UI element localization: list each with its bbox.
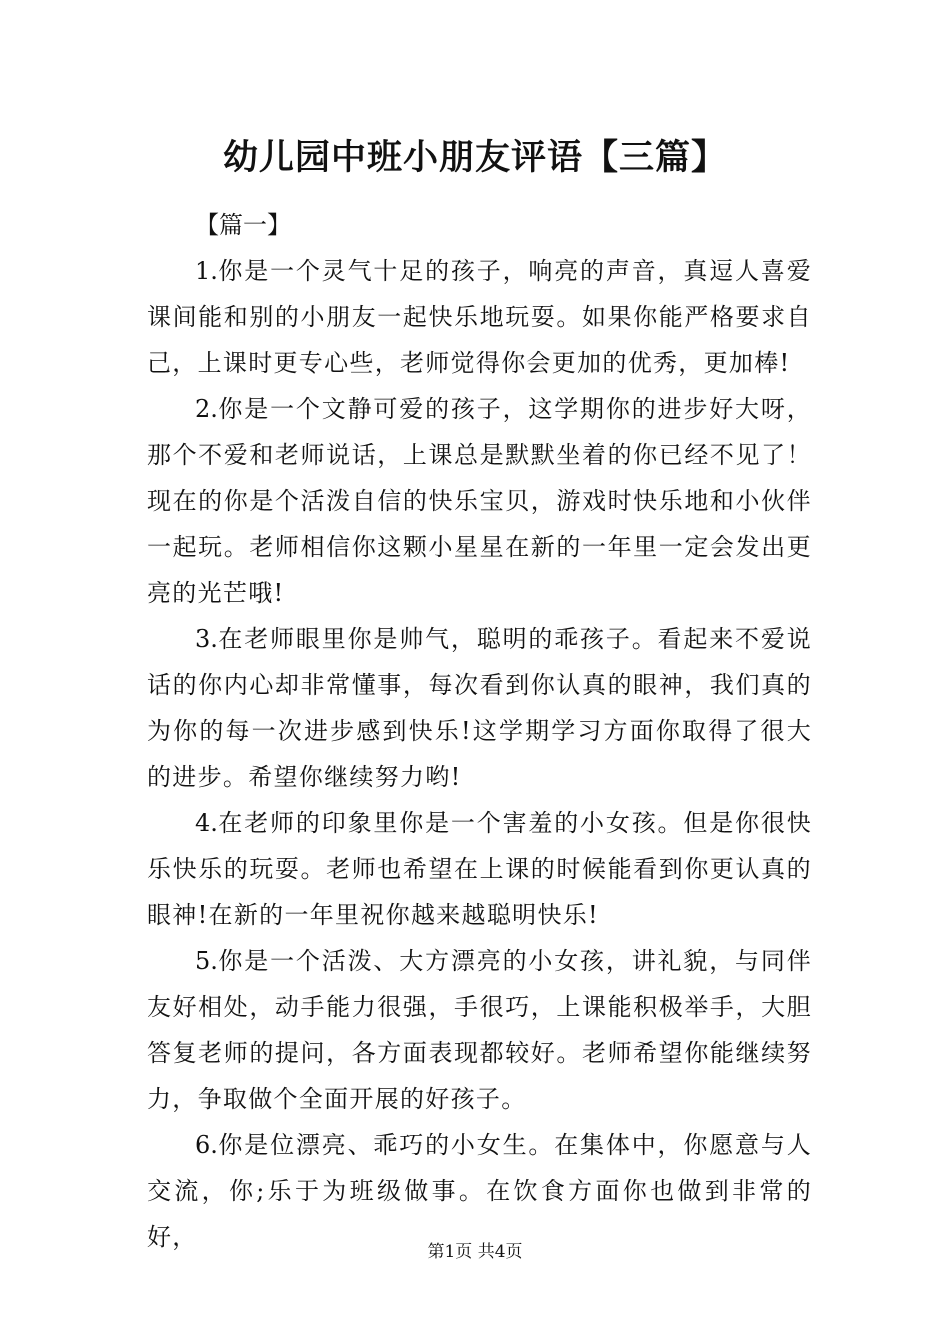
paragraph-number: 1.: [195, 257, 218, 285]
paragraph-number: 5.: [195, 947, 218, 975]
paragraph-number: 2.: [195, 395, 218, 423]
paragraph-text: 你是一个文静可爱的孩子，这学期你的进步好大呀，那个不爱和老师说话，上课总是默默坐着的你已经不见了！现在的你是个活泼自信的快乐宝贝，游戏时快乐地和小伙伴一起玩。老师相信你这颗小星星在新的一年里一定会发出更亮的光芒哦!: [147, 395, 812, 607]
paragraph-5: [147, 938, 812, 1122]
paragraph-number: 3.: [195, 625, 218, 653]
paragraph-number: 4.: [195, 809, 218, 837]
section-label: 【篇一】: [195, 211, 291, 239]
paragraph-4: [147, 800, 812, 938]
paragraph-text: 你是一个活泼、大方漂亮的小女孩，讲礼貌，与同伴友好相处，动手能力很强，手很巧，上课能积极举手，大胆答复老师的提问，各方面表现都较好。老师希望你能继续努力，争取做个全面开展的好孩子。: [147, 947, 812, 1113]
page-footer: 第1页 共4页: [427, 1242, 523, 1262]
document-body: [147, 202, 812, 1260]
paragraph-2: [147, 386, 812, 616]
paragraph-3: [147, 616, 812, 800]
paragraph-text: 在老师的印象里你是一个害羞的小女孩。但是你很快乐快乐的玩耍。老师也希望在上课的时候能看到你更认真的眼神!在新的一年里祝你越来越聪明快乐!: [147, 809, 812, 929]
paragraph-text: 你是位漂亮、乖巧的小女生。在集体中，你愿意与人交流，你;乐于为班级做事。在饮食方面你也做到非常的好，: [147, 1131, 812, 1251]
paragraph-1: [147, 248, 812, 386]
paragraph-text: 在老师眼里你是帅气，聪明的乖孩子。看起来不爱说话的你内心却非常懂事，每次看到你认真的眼神，我们真的为你的每一次进步感到快乐!这学期学习方面你取得了很大的进步。希望你继续努力哟!: [147, 625, 812, 791]
document-title: 幼儿园中班小朋友评语【三篇】: [222, 137, 727, 178]
paragraph-text: 你是一个灵气十足的孩子，响亮的声音，真逗人喜爱课间能和别的小朋友一起快乐地玩耍。如果你能严格要求自己，上课时更专心些，老师觉得你会更加的优秀，更加棒!: [147, 257, 812, 377]
paragraph-number: 6.: [195, 1131, 218, 1159]
